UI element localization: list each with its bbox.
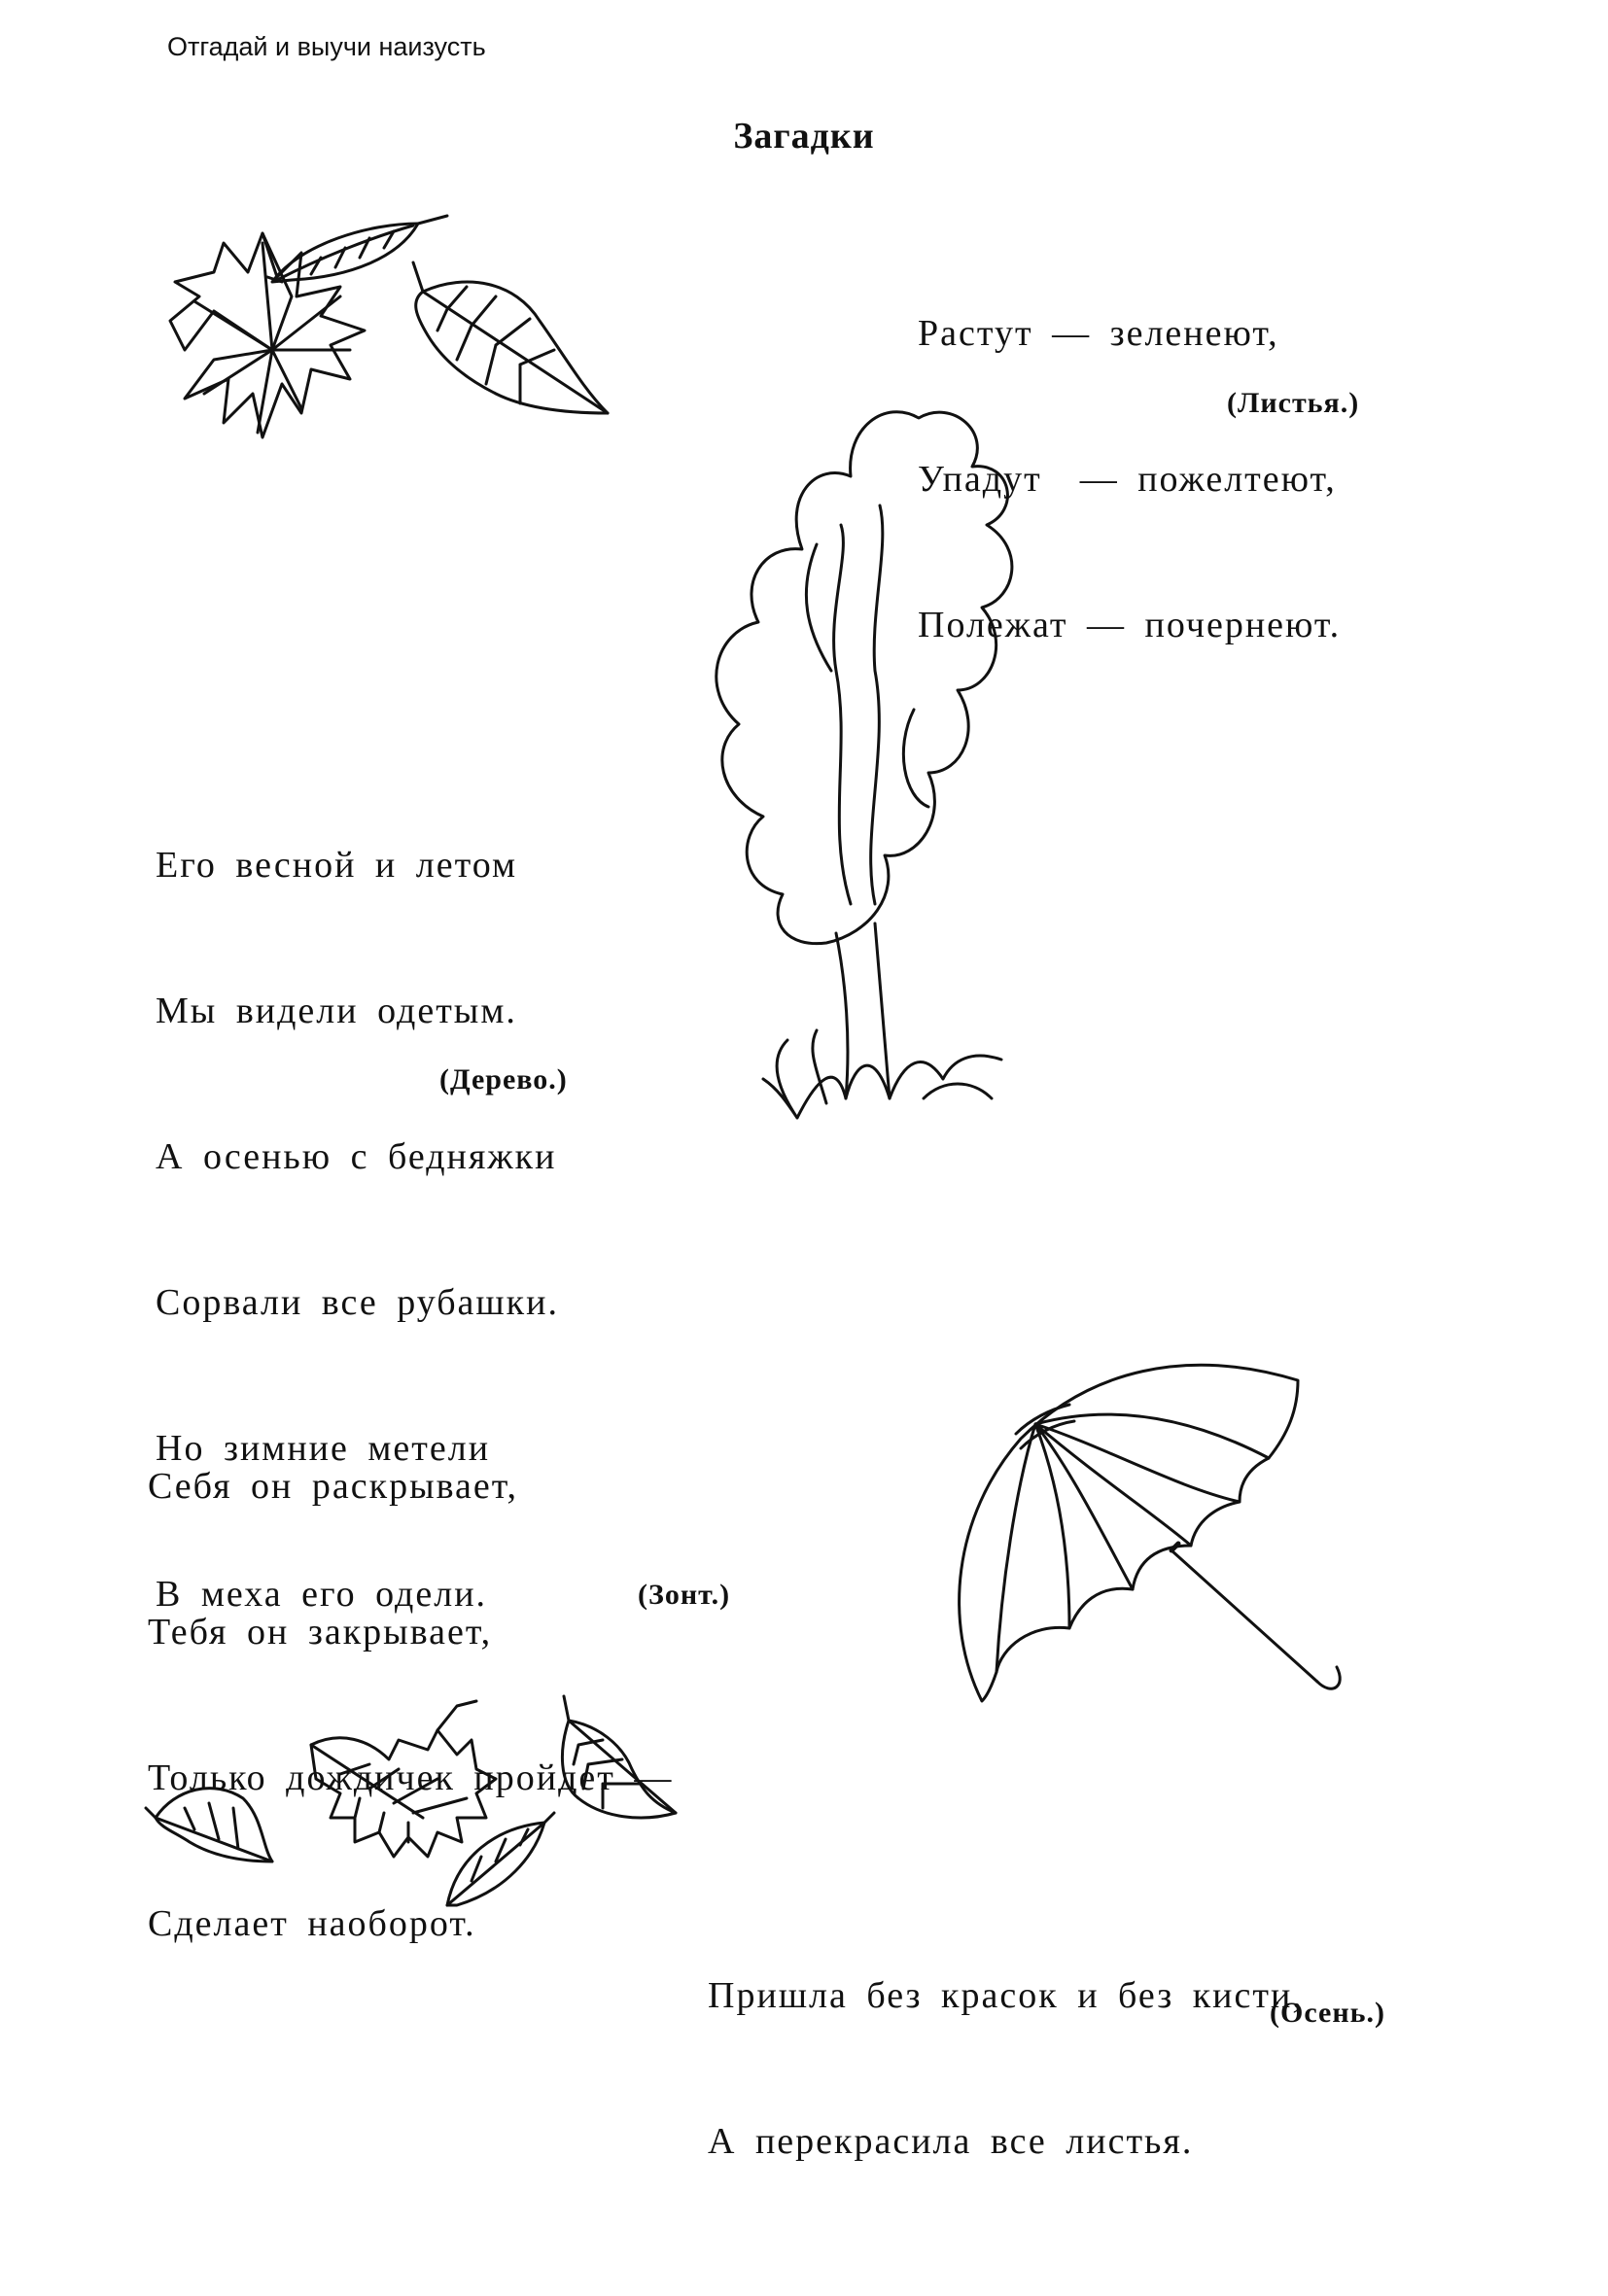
riddle-3-line-4: Сделает наоборот. — [148, 1903, 476, 1944]
riddle-2-line-3: А осенью с бедняжки — [156, 1136, 557, 1177]
grass-icon — [763, 1030, 1001, 1118]
page-header-caption: Отгадай и выучи наизусть — [167, 32, 486, 61]
maple-leaf-icon — [170, 233, 365, 437]
riddle-4-answer: (Осень.) — [1270, 1997, 1385, 2029]
riddle-4-line-1: Пришла без красок и без кисти, — [708, 1975, 1304, 2016]
umbrella-handle-icon — [1171, 1550, 1317, 1682]
birch-leaf-right-icon — [562, 1721, 676, 1818]
leaves-illustration — [156, 204, 632, 467]
riddle-2-line-4: Сорвали все рубашки. — [156, 1282, 559, 1323]
umbrella-illustration — [924, 1351, 1361, 1721]
riddle-3-line-2: Тебя он закрывает, — [148, 1612, 493, 1652]
page-title: Загадки — [733, 116, 875, 157]
riddle-4-text — [708, 1874, 1304, 2263]
riddle-1-answer: (Листья.) — [1227, 387, 1360, 419]
big-maple-leaf-icon — [311, 1730, 496, 1857]
tree-illustration — [681, 379, 1031, 1147]
riddle-1-line-2: Упадут — пожелтеют, — [918, 459, 1337, 500]
riddle-2-line-5: Но зимние метели — [156, 1428, 491, 1469]
tree-trunk-icon — [836, 923, 890, 1098]
riddle-3-line-3: Только дождичек пройдет — — [148, 1757, 674, 1798]
fallen-leaves-illustration — [146, 1672, 690, 1925]
riddle-3-line-1: Себя он раскрывает, — [148, 1466, 519, 1507]
riddle-1-line-3: Полежат — почернеют. — [918, 605, 1342, 645]
riddle-1-line-1: Растут — зеленеют, — [918, 313, 1279, 354]
riddle-2-line-2: Мы видели одетым. — [156, 991, 517, 1031]
riddle-4-line-2: А перекрасила все листья. — [708, 2121, 1194, 2162]
riddle-3-answer: (Зонт.) — [638, 1579, 731, 1611]
riddle-2-answer: (Дерево.) — [439, 1063, 568, 1096]
riddle-2-line-1: Его весной и летом — [156, 845, 518, 886]
tree-crown-icon — [717, 412, 1012, 944]
curled-leaf-icon — [272, 224, 418, 282]
riddle-2-line-6: В меха его одели. — [156, 1574, 488, 1615]
